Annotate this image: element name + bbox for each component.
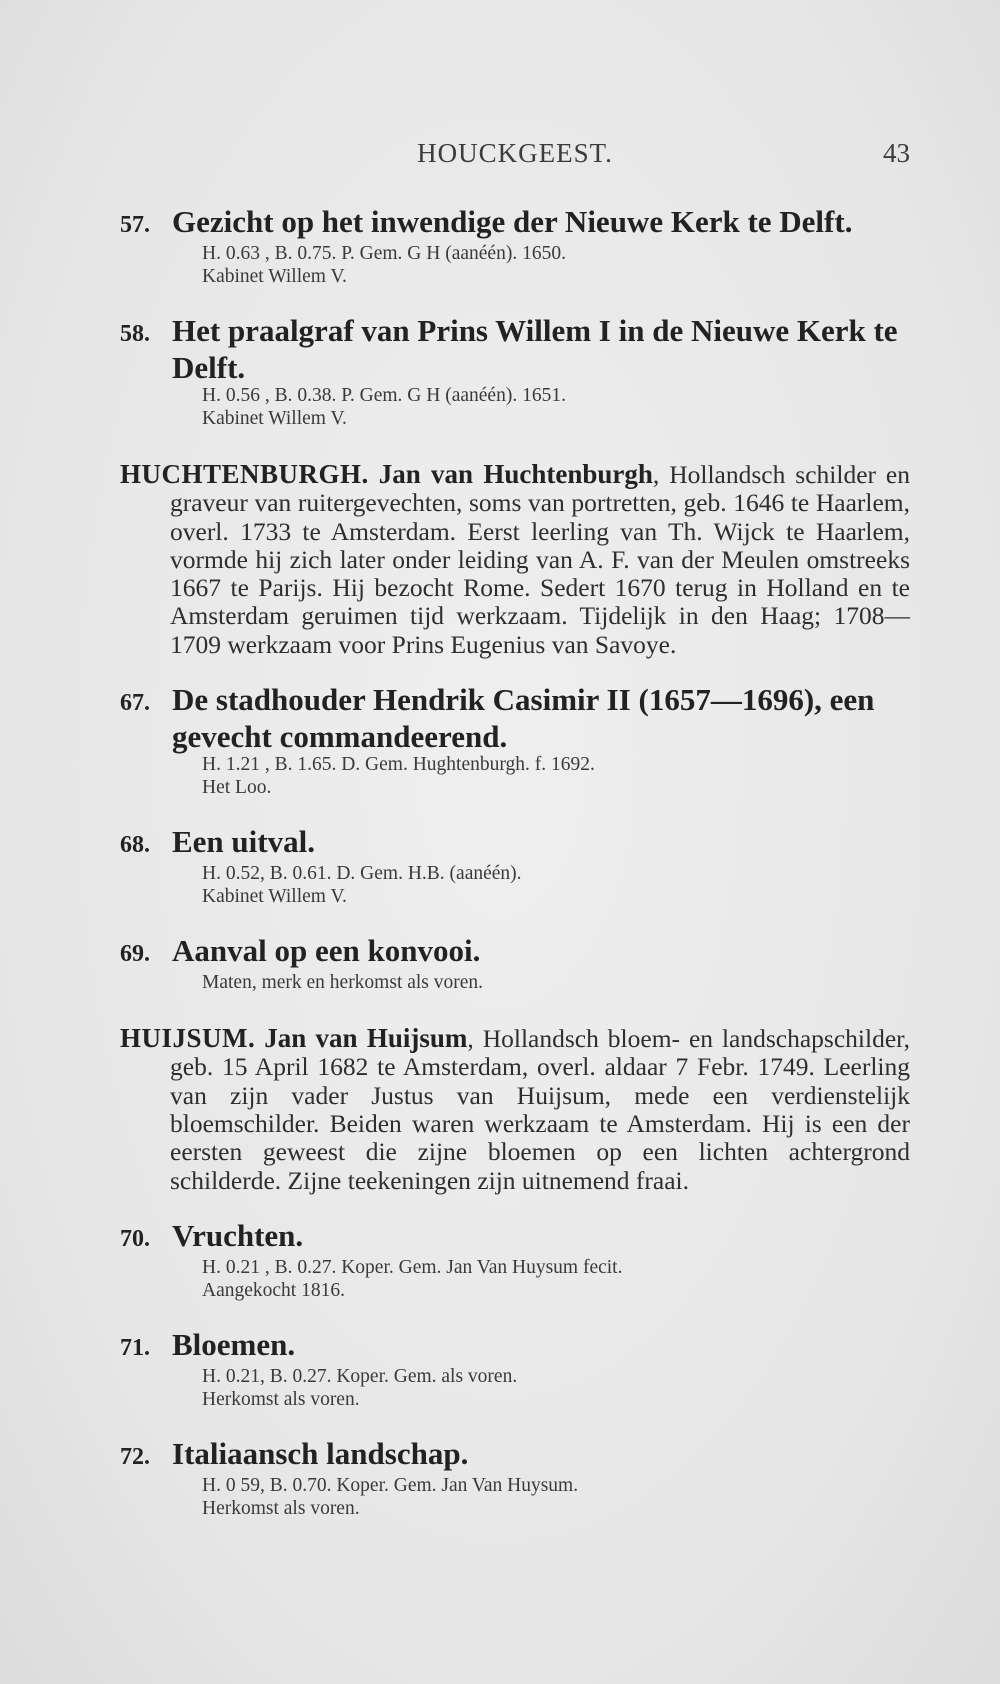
entries-group-huchtenburgh	[120, 683, 910, 994]
entry-provenance: Kabinet Willem V.	[202, 886, 347, 908]
entry-dimensions: H. 0.21 , B. 0.27. Koper. Gem. Jan Van Huysum fecit.	[202, 1256, 623, 1278]
entry-number: 68.	[120, 832, 150, 859]
entry-provenance: Herkomst als voren.	[202, 1497, 360, 1519]
catalogue-entry	[120, 683, 910, 799]
catalogue-entry	[120, 1328, 910, 1411]
entry-dimensions: H. 0 59, B. 0.70. Koper. Gem. Jan Van Huysum.	[202, 1474, 579, 1496]
entry-title-text: Een uitval.	[172, 824, 315, 860]
artist-entry-huijsum	[120, 1024, 910, 1195]
artist-fullname: Jan van Huchtenburgh	[378, 459, 653, 489]
entry-title-text: Het praalgraf van Prins Willem I in de Nieuwe Kerk te Delft.	[172, 313, 898, 385]
entry-title	[120, 205, 910, 242]
entry-title-text: Gezicht op het inwendige der Nieuwe Kerk te Delft.	[172, 204, 853, 239]
entry-title	[120, 683, 910, 753]
entry-provenance: Het Loo.	[202, 777, 272, 799]
artist-biography: , Hollandsch bloem- en landschapschilder, geb. 15 April 1682 te Amsterdam, overl. aldaar 7 Febr. 1749. Leerling van zijn vader Justus van Huijsum, mede een verdienstelijk bloemschilder. Beiden waren werkzaam te Amsterdam. Hij is een der eersten geweest die zijne bloemen op een lichten achtergrond schilderde. Zijne teekeningen zijn uitnemend fraai.	[170, 1024, 910, 1195]
entry-title	[120, 1437, 910, 1474]
entry-dimensions: H. 0.52, B. 0.61. D. Gem. H.B. (aanéén).	[202, 863, 522, 885]
artist-biography: , Hollandsch schilder en graveur van ruitergevechten, soms van portretten, geb. 1646 te Haarlem, overl. 1733 te Amsterdam. Eerst leerling van Th. Wijck te Haarlem, vormde hij zich later onder leiding van A. F. van der Meulen omstreeks 1667 te Parijs. Hij bezocht Rome. Sedert 1670 terug in Holland en te Amsterdam geruimen tijd werkzaam. Tijdelijk in den Haag; 1708—1709 werkzaam voor Prins Eugenius van Savoye.	[170, 460, 911, 659]
artist-paragraph	[120, 1024, 910, 1195]
catalogue-entry	[120, 1437, 910, 1520]
catalogue-entry	[120, 1219, 910, 1302]
page-content	[120, 205, 910, 1546]
entry-title	[120, 1219, 910, 1256]
entry-number: 58.	[120, 321, 150, 347]
entry-provenance: Kabinet Willem V.	[202, 408, 347, 429]
running-head: HOUCKGEEST.	[417, 138, 613, 168]
catalogue-entry	[120, 825, 910, 908]
entry-title	[120, 934, 910, 971]
artist-paragraph	[120, 460, 910, 659]
entry-provenance: Aangekocht 1816.	[202, 1279, 345, 1301]
catalogue-entry	[120, 205, 910, 288]
entry-title	[120, 1328, 910, 1365]
entry-provenance: Kabinet Willem V.	[202, 266, 347, 287]
entry-title-text: Vruchten.	[172, 1217, 304, 1253]
entry-title-text: Bloemen.	[172, 1326, 296, 1362]
entry-number: 72.	[120, 1443, 150, 1470]
entry-dimensions: H. 0.63 , B. 0.75. P. Gem. G H (aanéén). 1650.	[202, 243, 566, 264]
entry-dimensions: Maten, merk en herkomst als voren.	[202, 972, 484, 994]
entry-provenance: Herkomst als voren.	[202, 1388, 360, 1410]
artist-fullname: Jan van Huijsum	[264, 1023, 468, 1054]
entry-dimensions: H. 0.56 , B. 0.38. P. Gem. G H (aanéén). 1651.	[202, 385, 566, 406]
entry-number: 57.	[120, 212, 150, 238]
entry-title-text: Italiaansch landschap.	[172, 1435, 469, 1471]
artist-surname: HUIJSUM.	[120, 1023, 256, 1054]
entry-number: 71.	[120, 1334, 150, 1361]
page-number: 43	[883, 138, 910, 168]
artist-entry-huchtenburgh	[120, 460, 910, 659]
entry-title-text: De stadhouder Hendrik Casimir II (1657—1696), een gevecht commandeerend.	[172, 682, 875, 755]
catalogue-entry	[120, 934, 910, 994]
entry-number: 69.	[120, 941, 150, 968]
entry-number: 67.	[120, 690, 150, 717]
entries-group-huijsum	[120, 1219, 910, 1520]
entry-number: 70.	[120, 1225, 150, 1252]
entry-dimensions: H. 0.21, B. 0.27. Koper. Gem. als voren.	[202, 1365, 518, 1387]
entry-title-text: Aanval op een konvooi.	[172, 933, 481, 969]
entry-title	[120, 825, 910, 862]
catalogue-entry	[120, 314, 910, 430]
artist-surname: HUCHTENBURGH.	[120, 459, 369, 489]
entry-dimensions: H. 1.21 , B. 1.65. D. Gem. Hughtenburgh. f. 1692.	[202, 754, 595, 776]
page-header	[120, 138, 910, 178]
entry-title	[120, 314, 910, 384]
entries-group-houckgeest	[120, 205, 910, 430]
